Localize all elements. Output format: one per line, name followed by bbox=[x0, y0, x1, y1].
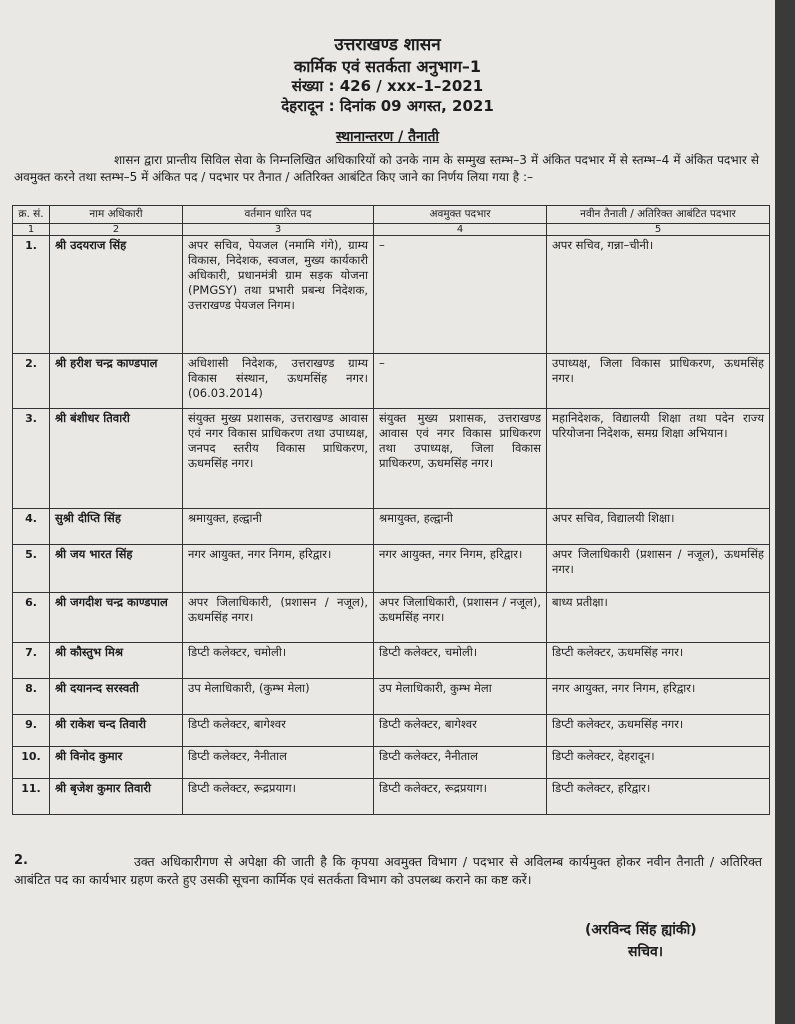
row-officer-name: श्री हरीश चन्द्र काण्डपाल bbox=[50, 354, 183, 409]
table-row bbox=[13, 545, 770, 593]
row-relieved-post: डिप्टी कलेक्टर, रूद्रप्रयाग। bbox=[374, 779, 547, 815]
row-relieved-post: – bbox=[374, 354, 547, 409]
row-officer-name: श्री विनोद कुमार bbox=[50, 747, 183, 779]
row-officer-name: श्री राकेश चन्द तिवारी bbox=[50, 715, 183, 747]
table-row bbox=[13, 593, 770, 643]
row-sno: 5. bbox=[13, 545, 50, 593]
row-new-post: अपर जिलाधिकारी (प्रशासन / नजूल), ऊधमसिंह नगर। bbox=[547, 545, 770, 593]
row-current-post: श्रमायुक्त, हल्द्वानी bbox=[183, 509, 374, 545]
signatory-designation: सचिव। bbox=[628, 944, 664, 960]
row-sno: 3. bbox=[13, 409, 50, 509]
col-header-new: नवीन तैनाती / अतिरिक्त आबंटित पदभार bbox=[547, 206, 770, 224]
row-relieved-post: अपर जिलाधिकारी, (प्रशासन / नजूल), ऊधमसिंह नगर। bbox=[374, 593, 547, 643]
row-current-post: डिप्टी कलेक्टर, रूद्रप्रयाग। bbox=[183, 779, 374, 815]
row-sno: 7. bbox=[13, 643, 50, 679]
row-relieved-post: नगर आयुक्त, नगर निगम, हरिद्वार। bbox=[374, 545, 547, 593]
signatory-name: (अरविन्द सिंह ह्यांकी) bbox=[585, 922, 697, 938]
header-department: कार्मिक एवं सतर्कता अनुभाग–1 bbox=[293, 57, 481, 76]
transfer-table bbox=[12, 205, 770, 815]
table-row bbox=[13, 509, 770, 545]
table-row bbox=[13, 779, 770, 815]
row-new-post: डिप्टी कलेक्टर, देहरादून। bbox=[547, 747, 770, 779]
row-current-post: अधिशासी निदेशक, उत्तराखण्ड ग्राम्य विकास संस्थान, ऊधमसिंह नगर। (06.03.2014) bbox=[183, 354, 374, 409]
row-officer-name: श्री जगदीश चन्द्र काण्डपाल bbox=[50, 593, 183, 643]
row-current-post: डिप्टी कलेक्टर, बागेश्वर bbox=[183, 715, 374, 747]
header-order-number: संख्या : 426 / xxx–1–2021 bbox=[291, 77, 484, 95]
col-header-sno: क्र. सं. bbox=[13, 206, 50, 224]
subject-title: स्थानान्तरण / तैनाती bbox=[335, 129, 440, 145]
col-header-relieved: अवमुक्त पदभार bbox=[374, 206, 547, 224]
col-number: 1 bbox=[13, 224, 50, 236]
row-officer-name: सुश्री दीप्ति सिंह bbox=[50, 509, 183, 545]
row-sno: 1. bbox=[13, 236, 50, 354]
table-header-row bbox=[13, 206, 770, 224]
row-current-post: डिप्टी कलेक्टर, चमोली। bbox=[183, 643, 374, 679]
row-relieved-post: उप मेलाधिकारी, कुम्भ मेला bbox=[374, 679, 547, 715]
row-new-post: डिप्टी कलेक्टर, ऊधमसिंह नगर। bbox=[547, 715, 770, 747]
table-row bbox=[13, 354, 770, 409]
row-new-post: बाध्य प्रतीक्षा। bbox=[547, 593, 770, 643]
row-current-post: अपर सचिव, पेयजल (नमामि गंगे), ग्राम्य विकास, निदेशक, स्वजल, मुख्य कार्यकारी अधिकारी, प्रधानमंत्री ग्राम सड़क योजना (PMGSY) तथा प्रभारी प्रबन्ध निदेशक, उत्तराखण्ड पेयजल निगम। bbox=[183, 236, 374, 354]
row-relieved-post: – bbox=[374, 236, 547, 354]
row-current-post: संयुक्त मुख्य प्रशासक, उत्तराखण्ड आवास एवं नगर विकास प्राधिकरण तथा उपाध्यक्ष, जनपद स्तरीय विकास प्राधिकरण, ऊधमसिंह नगर। bbox=[183, 409, 374, 509]
row-officer-name: श्री दयानन्द सरस्वती bbox=[50, 679, 183, 715]
table-row bbox=[13, 747, 770, 779]
col-header-current: वर्तमान धारित पद bbox=[183, 206, 374, 224]
row-relieved-post: डिप्टी कलेक्टर, बागेश्वर bbox=[374, 715, 547, 747]
row-officer-name: श्री बृजेश कुमार तिवारी bbox=[50, 779, 183, 815]
intro-paragraph: शासन द्वारा प्रान्तीय सिविल सेवा के निम्नलिखित अधिकारियों को उनके नाम के सम्मुख स्तम्भ–3 में अंकित पदभार में से स्तम्भ–4 में अंकित पदभार से अवमुक्त करने तथा स्तम्भ–5 में अंकित पद / पदभार पर तैनात / अतिरिक्त आबंटित किए जाने का निर्णय लिया गया है :– bbox=[14, 153, 759, 184]
row-sno: 6. bbox=[13, 593, 50, 643]
row-new-post: अपर सचिव, गन्ना–चीनी। bbox=[547, 236, 770, 354]
row-relieved-post: डिप्टी कलेक्टर, नैनीताल bbox=[374, 747, 547, 779]
row-sno: 2. bbox=[13, 354, 50, 409]
row-officer-name: श्री बंशीधर तिवारी bbox=[50, 409, 183, 509]
row-new-post: डिप्टी कलेक्टर, हरिद्वार। bbox=[547, 779, 770, 815]
row-new-post: नगर आयुक्त, नगर निगम, हरिद्वार। bbox=[547, 679, 770, 715]
col-header-name: नाम अधिकारी bbox=[50, 206, 183, 224]
table-column-number-row bbox=[13, 224, 770, 236]
col-number: 4 bbox=[374, 224, 547, 236]
row-sno: 4. bbox=[13, 509, 50, 545]
row-sno: 9. bbox=[13, 715, 50, 747]
row-current-post: डिप्टी कलेक्टर, नैनीताल bbox=[183, 747, 374, 779]
row-officer-name: श्री उदयराज सिंह bbox=[50, 236, 183, 354]
table-row bbox=[13, 236, 770, 354]
row-relieved-post: श्रमायुक्त, हल्द्वानी bbox=[374, 509, 547, 545]
table-row bbox=[13, 679, 770, 715]
table-row bbox=[13, 409, 770, 509]
table-row bbox=[13, 643, 770, 679]
row-new-post: उपाध्यक्ष, जिला विकास प्राधिकरण, ऊधमसिंह नगर। bbox=[547, 354, 770, 409]
row-officer-name: श्री कौस्तुभ मिश्र bbox=[50, 643, 183, 679]
row-current-post: उप मेलाधिकारी, (कुम्भ मेला) bbox=[183, 679, 374, 715]
header-government: उत्तराखण्ड शासन bbox=[334, 35, 441, 55]
row-new-post: महानिदेशक, विद्यालयी शिक्षा तथा पदेन राज्य परियोजना निदेशक, समग्र शिक्षा अभियान। bbox=[547, 409, 770, 509]
row-current-post: अपर जिलाधिकारी, (प्रशासन / नजूल), ऊधमसिंह नगर। bbox=[183, 593, 374, 643]
col-number: 3 bbox=[183, 224, 374, 236]
table-row bbox=[13, 715, 770, 747]
row-sno: 8. bbox=[13, 679, 50, 715]
row-officer-name: श्री जय भारत सिंह bbox=[50, 545, 183, 593]
row-new-post: अपर सचिव, विद्यालयी शिक्षा। bbox=[547, 509, 770, 545]
row-current-post: नगर आयुक्त, नगर निगम, हरिद्वार। bbox=[183, 545, 374, 593]
row-relieved-post: डिप्टी कलेक्टर, चमोली। bbox=[374, 643, 547, 679]
row-relieved-post: संयुक्त मुख्य प्रशासक, उत्तराखण्ड आवास एवं नगर विकास प्राधिकरण तथा उपाध्यक्ष, जिला विकास प्राधिकरण, ऊधमसिंह नगर। bbox=[374, 409, 547, 509]
header-place-date: देहरादून : दिनांक 09 अगस्त, 2021 bbox=[281, 97, 494, 115]
para2-number: 2. bbox=[14, 853, 28, 868]
row-sno: 10. bbox=[13, 747, 50, 779]
col-number: 5 bbox=[547, 224, 770, 236]
row-sno: 11. bbox=[13, 779, 50, 815]
para2-text: उक्त अधिकारीगण से अपेक्षा की जाती है कि कृपया अवमुक्त विभाग / पदभार से अविलम्ब कार्यमुक्त होकर नवीन तैनाती / अतिरिक्त आबंटित पद का कार्यभार ग्रहण करते हुए उसकी सूचना कार्मिक एवं सतर्कता विभाग को उपलब्ध कराने का कष्ट करें। bbox=[14, 854, 762, 887]
row-new-post: डिप्टी कलेक्टर, ऊधमसिंह नगर। bbox=[547, 643, 770, 679]
col-number: 2 bbox=[50, 224, 183, 236]
